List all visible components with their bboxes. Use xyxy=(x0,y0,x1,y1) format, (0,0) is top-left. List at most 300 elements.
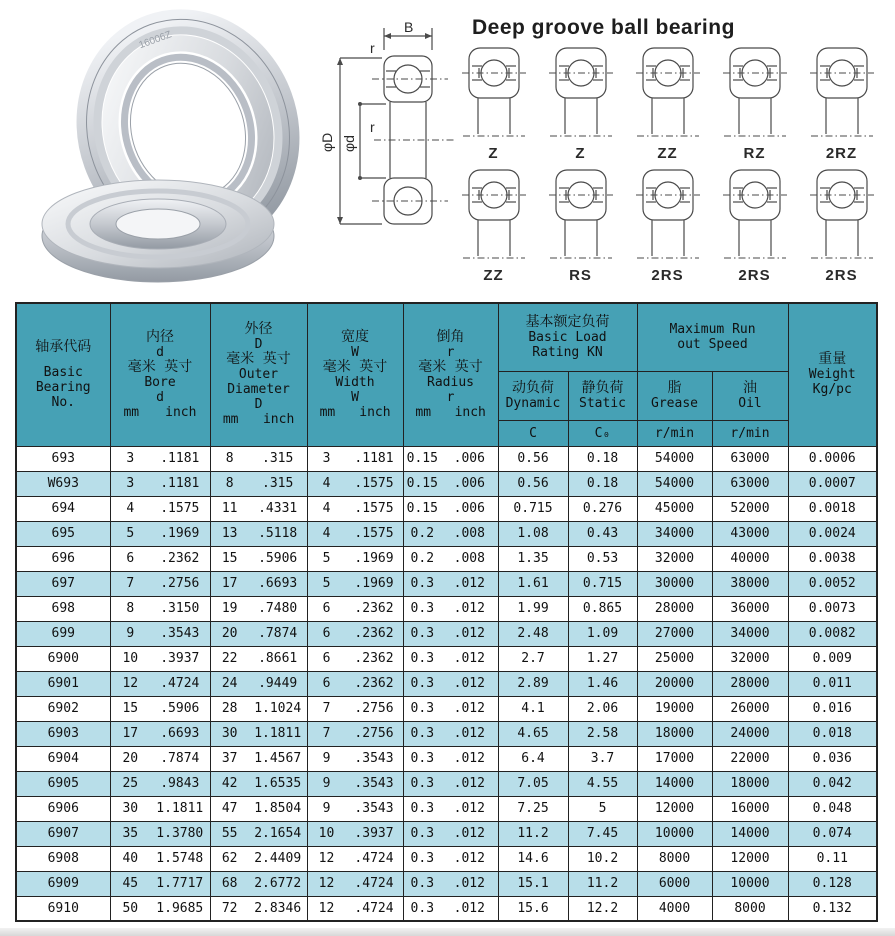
table-cell xyxy=(110,596,210,621)
header-line: 重量 xyxy=(818,351,847,368)
table-cell: 27000 xyxy=(637,621,712,646)
value-inch: .012 xyxy=(453,826,485,841)
header-line: Basic Load xyxy=(528,329,607,345)
table-cell xyxy=(403,621,498,646)
value-inch: .2362 xyxy=(354,676,394,691)
value-inch: 1.7717 xyxy=(156,876,204,891)
value-mm: 45 xyxy=(122,876,139,891)
table-row xyxy=(16,821,877,846)
value-mm: 0.3 xyxy=(410,651,435,666)
table-cell: 698 xyxy=(16,596,110,621)
value-mm: 8 xyxy=(225,451,234,466)
cross-section-icon xyxy=(286,20,458,264)
value-inch: .1575 xyxy=(354,501,394,516)
table-cell: 54000 xyxy=(637,446,712,471)
value-inch: .3543 xyxy=(354,801,394,816)
table-cell: 11.2 xyxy=(568,871,637,896)
table-cell: 1.09 xyxy=(568,621,637,646)
table-cell xyxy=(110,646,210,671)
unit-inch: inch xyxy=(454,404,486,420)
value-inch: 1.1024 xyxy=(254,701,302,716)
value-mm: 47 xyxy=(221,801,238,816)
table-cell: 11.2 xyxy=(498,821,568,846)
value-inch: .7874 xyxy=(160,751,200,766)
table-cell: 7.25 xyxy=(498,796,568,821)
header-line: W xyxy=(351,389,359,405)
value-inch: .008 xyxy=(453,526,485,541)
table-cell xyxy=(403,471,498,496)
header-line: D xyxy=(254,337,263,353)
unit-mm: mm xyxy=(222,412,239,428)
value-mm: 0.3 xyxy=(410,826,435,841)
value-mm: 6 xyxy=(322,651,331,666)
value-mm: 0.3 xyxy=(410,776,435,791)
value-mm: 15 xyxy=(221,551,238,566)
table-cell xyxy=(210,896,307,921)
table-row xyxy=(16,671,877,696)
bearing-type-cell xyxy=(711,168,798,290)
table-cell: 0.0052 xyxy=(788,571,877,596)
table-cell: 0.715 xyxy=(568,571,637,596)
table-cell xyxy=(403,771,498,796)
bearing-spec-table xyxy=(15,302,878,922)
table-cell: 3.7 xyxy=(568,746,637,771)
table-cell xyxy=(307,721,403,746)
value-inch: .2362 xyxy=(354,601,394,616)
value-inch: .5906 xyxy=(160,701,200,716)
value-mm: 28 xyxy=(221,701,238,716)
table-cell: 0.0082 xyxy=(788,621,877,646)
value-inch: .012 xyxy=(453,900,485,916)
table-cell: 0.0007 xyxy=(788,471,877,496)
value-inch: .3937 xyxy=(354,826,394,841)
table-cell xyxy=(110,796,210,821)
table-cell: 6910 xyxy=(16,896,110,921)
units-row xyxy=(308,405,403,420)
header-line: Outer xyxy=(238,367,279,383)
table-cell: 32000 xyxy=(637,546,712,571)
header-line: 轴承代码 xyxy=(35,338,92,355)
dim-label-r-mid: r xyxy=(370,119,375,135)
table-row xyxy=(16,846,877,871)
bearing-section-icon xyxy=(723,46,787,144)
table-row xyxy=(16,571,877,596)
header-line: Rating KN xyxy=(532,344,603,360)
table-cell xyxy=(210,796,307,821)
header-line: 静负荷 xyxy=(581,379,624,396)
unit-grease-rpm: r/min xyxy=(637,420,712,446)
table-cell xyxy=(307,771,403,796)
table-row xyxy=(16,471,877,496)
value-inch: .2362 xyxy=(354,651,394,666)
table-cell: 36000 xyxy=(712,596,788,621)
value-inch: .4724 xyxy=(160,676,200,691)
table-cell: 0.132 xyxy=(788,896,877,921)
value-inch: 1.8504 xyxy=(254,801,302,816)
table-cell: 17000 xyxy=(637,746,712,771)
table-cell xyxy=(110,821,210,846)
table-cell: 28000 xyxy=(637,596,712,621)
value-inch: .006 xyxy=(453,501,485,516)
header-line: r xyxy=(446,389,455,405)
table-cell xyxy=(110,721,210,746)
header-line: 毫米 英寸 xyxy=(226,351,291,368)
table-cell xyxy=(403,746,498,771)
table-cell: 2.48 xyxy=(498,621,568,646)
header-line: 油 xyxy=(743,379,757,396)
value-mm: 0.3 xyxy=(410,601,435,616)
table-cell: 43000 xyxy=(712,521,788,546)
value-mm: 5 xyxy=(322,576,331,591)
table-cell xyxy=(307,521,403,546)
header-line: out Speed xyxy=(677,337,748,353)
value-inch: .6693 xyxy=(160,726,200,741)
value-inch: .2362 xyxy=(160,551,200,566)
table-cell: 0.56 xyxy=(498,446,568,471)
value-inch: .1969 xyxy=(354,551,394,566)
value-mm: 9 xyxy=(322,751,331,766)
table-cell xyxy=(110,446,210,471)
table-cell xyxy=(110,496,210,521)
unit-dynamic-c: C xyxy=(498,420,568,446)
value-mm: 30 xyxy=(221,726,238,741)
table-cell xyxy=(403,546,498,571)
table-cell: 4.1 xyxy=(498,696,568,721)
table-row xyxy=(16,646,877,671)
table-cell: 4000 xyxy=(637,896,712,921)
table-cell: 0.048 xyxy=(788,796,877,821)
table-cell xyxy=(110,771,210,796)
table-cell: 4.55 xyxy=(568,771,637,796)
value-inch: .006 xyxy=(453,451,485,466)
value-inch: .012 xyxy=(453,651,485,666)
header-line: Grease xyxy=(651,395,698,411)
value-mm: 25 xyxy=(122,776,139,791)
table-cell: 694 xyxy=(16,496,110,521)
table-cell: 15.6 xyxy=(498,896,568,921)
table-cell: W693 xyxy=(16,471,110,496)
table-cell: 20000 xyxy=(637,671,712,696)
value-mm: 6 xyxy=(322,601,331,616)
value-mm: 4 xyxy=(322,476,331,491)
value-inch: .1575 xyxy=(160,501,200,516)
value-mm: 42 xyxy=(221,776,238,791)
value-mm: 12 xyxy=(318,900,335,916)
table-cell xyxy=(210,721,307,746)
product-photo xyxy=(30,4,302,292)
table-row xyxy=(16,621,877,646)
value-mm: 50 xyxy=(122,900,139,916)
table-cell xyxy=(210,846,307,871)
header-line: 外径 xyxy=(244,321,273,338)
value-inch: 1.9685 xyxy=(156,900,204,916)
table-cell: 8000 xyxy=(637,846,712,871)
value-inch: .012 xyxy=(453,776,485,791)
table-cell: 0.016 xyxy=(788,696,877,721)
table-cell xyxy=(403,796,498,821)
value-inch: .1969 xyxy=(160,526,200,541)
table-cell xyxy=(110,546,210,571)
table-cell: 15.1 xyxy=(498,871,568,896)
table-cell xyxy=(110,746,210,771)
table-cell: 22000 xyxy=(712,746,788,771)
value-mm: 0.3 xyxy=(410,701,435,716)
value-inch: .3937 xyxy=(160,651,200,666)
bearing-type-label: 2RS xyxy=(651,267,684,284)
unit-oil-rpm: r/min xyxy=(712,420,788,446)
table-cell xyxy=(307,796,403,821)
header-line: Maximum Run xyxy=(669,322,756,338)
value-mm: 17 xyxy=(221,576,238,591)
bearing-type-label: RS xyxy=(569,267,592,284)
value-inch: .8661 xyxy=(258,651,298,666)
value-inch: .7874 xyxy=(258,626,298,641)
table-cell xyxy=(307,821,403,846)
table-cell: 18000 xyxy=(637,721,712,746)
col-header-speed-group xyxy=(637,303,788,371)
table-cell: 0.18 xyxy=(568,446,637,471)
table-cell: 34000 xyxy=(637,521,712,546)
bearing-marking-text: 16006Z xyxy=(137,29,174,52)
table-row xyxy=(16,596,877,621)
header-line: Radius xyxy=(427,374,474,390)
bearing-section-icon xyxy=(636,168,700,266)
bearing-section-icon xyxy=(462,168,526,266)
table-cell xyxy=(403,871,498,896)
table-row xyxy=(16,721,877,746)
table-cell xyxy=(210,771,307,796)
dim-label-b: B xyxy=(404,20,414,35)
table-cell: 54000 xyxy=(637,471,712,496)
unit-static-c0: C₀ xyxy=(568,420,637,446)
table-cell: 1.35 xyxy=(498,546,568,571)
value-mm: 5 xyxy=(126,526,135,541)
dim-label-phi-d-outer: φD xyxy=(319,132,335,152)
diagram-row-2 xyxy=(450,168,885,290)
table-cell: 5 xyxy=(568,796,637,821)
bearing-section-icon xyxy=(462,46,526,144)
value-mm: 3 xyxy=(126,451,135,466)
bearing-type-label: 2RS xyxy=(738,267,771,284)
value-inch: .4331 xyxy=(258,501,298,516)
value-mm: 13 xyxy=(221,526,238,541)
value-mm: 62 xyxy=(221,851,238,866)
value-mm: 20 xyxy=(221,626,238,641)
header-line: No. xyxy=(51,394,75,410)
value-inch: .3543 xyxy=(354,751,394,766)
bearing-section-icon xyxy=(723,168,787,266)
table-cell: 6901 xyxy=(16,671,110,696)
table-cell: 0.53 xyxy=(568,546,637,571)
header-line: 动负荷 xyxy=(512,379,554,396)
table-cell xyxy=(110,696,210,721)
table-cell xyxy=(210,446,307,471)
value-mm: 19 xyxy=(221,601,238,616)
table-cell xyxy=(210,596,307,621)
value-mm: 0.15 xyxy=(406,451,438,466)
bearing-type-label: ZZ xyxy=(483,267,504,284)
value-mm: 6 xyxy=(126,551,135,566)
value-mm: 37 xyxy=(221,751,238,766)
table-cell: 6906 xyxy=(16,796,110,821)
table-cell: 1.61 xyxy=(498,571,568,596)
table-row xyxy=(16,521,877,546)
table-row xyxy=(16,896,877,921)
table-cell xyxy=(403,446,498,471)
header-line: Basic xyxy=(43,364,83,380)
value-mm: 20 xyxy=(122,751,139,766)
table-cell xyxy=(210,546,307,571)
table-cell xyxy=(403,896,498,921)
table-cell xyxy=(110,521,210,546)
bearing-type-cell xyxy=(450,46,537,168)
col-header-bearing-no xyxy=(16,303,110,446)
table-cell: 28000 xyxy=(712,671,788,696)
table-cell: 693 xyxy=(16,446,110,471)
unit-mm: mm xyxy=(123,404,140,420)
value-inch: .012 xyxy=(453,876,485,891)
table-cell xyxy=(307,596,403,621)
table-cell xyxy=(210,821,307,846)
table-cell: 0.43 xyxy=(568,521,637,546)
dim-label-phi-d-inner: φd xyxy=(341,135,357,152)
table-cell xyxy=(307,546,403,571)
value-inch: .1181 xyxy=(160,476,200,491)
table-cell xyxy=(110,846,210,871)
value-inch: .3543 xyxy=(354,776,394,791)
bearing-type-cell xyxy=(798,168,885,290)
bearing-photo-image xyxy=(30,4,302,292)
table-cell: 1.27 xyxy=(568,646,637,671)
value-inch: 2.1654 xyxy=(254,826,302,841)
table-cell: 40000 xyxy=(712,546,788,571)
value-inch: .012 xyxy=(453,676,485,691)
table-cell: 697 xyxy=(16,571,110,596)
table-cell: 7.05 xyxy=(498,771,568,796)
units-row xyxy=(111,405,210,420)
diagram-title: Deep groove ball bearing xyxy=(472,16,735,39)
header-line: W xyxy=(351,344,359,360)
header-line: D xyxy=(254,397,263,413)
header-line: 毫米 英寸 xyxy=(322,358,388,375)
table-cell xyxy=(110,671,210,696)
table-cell xyxy=(210,871,307,896)
table-cell xyxy=(210,471,307,496)
table-cell: 6900 xyxy=(16,646,110,671)
table-cell: 0.11 xyxy=(788,846,877,871)
table-cell: 30000 xyxy=(637,571,712,596)
header-line: Diameter xyxy=(227,382,290,398)
table-cell: 32000 xyxy=(712,646,788,671)
value-inch: .3150 xyxy=(160,601,200,616)
col-header-dynamic xyxy=(498,371,568,420)
top-section xyxy=(0,0,895,298)
value-mm: 0.3 xyxy=(410,576,435,591)
table-cell: 18000 xyxy=(712,771,788,796)
table-cell xyxy=(110,471,210,496)
table-cell: 0.036 xyxy=(788,746,877,771)
table-cell: 1.46 xyxy=(568,671,637,696)
value-inch: .012 xyxy=(453,851,485,866)
table-cell: 6.4 xyxy=(498,746,568,771)
bearing-type-cell xyxy=(624,168,711,290)
value-inch: .012 xyxy=(453,576,485,591)
header-line: 毫米 英寸 xyxy=(418,358,483,375)
table-cell: 63000 xyxy=(712,446,788,471)
value-mm: 10 xyxy=(122,651,139,666)
table-cell: 6903 xyxy=(16,721,110,746)
value-inch: .2756 xyxy=(160,576,200,591)
table-cell xyxy=(210,646,307,671)
table-cell xyxy=(307,446,403,471)
col-header-static xyxy=(568,371,637,420)
header-line: 宽度 xyxy=(341,328,369,345)
value-mm: 3 xyxy=(126,476,135,491)
value-mm: 9 xyxy=(322,776,331,791)
value-inch: .012 xyxy=(453,601,485,616)
value-mm: 7 xyxy=(322,726,331,741)
value-inch: 2.8346 xyxy=(254,900,302,916)
table-cell xyxy=(307,571,403,596)
header-line: Kg/pc xyxy=(812,382,852,398)
value-mm: 55 xyxy=(221,826,238,841)
table-cell: 12000 xyxy=(712,846,788,871)
table-cell: 63000 xyxy=(712,471,788,496)
table-cell: 16000 xyxy=(712,796,788,821)
value-mm: 4 xyxy=(322,501,331,516)
value-mm: 9 xyxy=(322,801,331,816)
table-cell: 0.276 xyxy=(568,496,637,521)
table-cell: 10000 xyxy=(712,871,788,896)
table-cell xyxy=(403,646,498,671)
units-row xyxy=(211,412,307,427)
header-line: 毫米 英寸 xyxy=(127,358,193,375)
table-cell xyxy=(307,871,403,896)
table-cell xyxy=(403,596,498,621)
header-line: 内径 xyxy=(146,328,174,345)
unit-inch: inch xyxy=(165,404,197,420)
value-inch: .1969 xyxy=(354,576,394,591)
units-row xyxy=(404,405,498,420)
value-mm: 12 xyxy=(122,676,139,691)
table-cell: 0.18 xyxy=(568,471,637,496)
table-cell: 2.58 xyxy=(568,721,637,746)
table-cell xyxy=(307,471,403,496)
table-cell xyxy=(307,896,403,921)
value-inch: 1.6535 xyxy=(254,776,302,791)
table-cell xyxy=(210,521,307,546)
header-line: Weight xyxy=(808,367,856,383)
value-mm: 5 xyxy=(322,551,331,566)
table-cell xyxy=(403,696,498,721)
value-mm: 0.3 xyxy=(410,751,435,766)
bearing-type-cell xyxy=(537,168,624,290)
value-mm: 30 xyxy=(122,801,139,816)
header-line: d xyxy=(156,344,164,360)
table-cell xyxy=(403,821,498,846)
value-mm: 0.3 xyxy=(410,876,435,891)
table-body xyxy=(16,446,877,921)
table-cell: 695 xyxy=(16,521,110,546)
value-inch: .315 xyxy=(262,451,294,466)
value-mm: 0.3 xyxy=(410,801,435,816)
table-row xyxy=(16,796,877,821)
header-line: 倒角 xyxy=(436,328,465,345)
bearing-section-icon xyxy=(810,168,874,266)
bearing-section-icon xyxy=(810,46,874,144)
bearing-type-grid xyxy=(450,46,885,290)
bottom-strip xyxy=(0,928,895,936)
